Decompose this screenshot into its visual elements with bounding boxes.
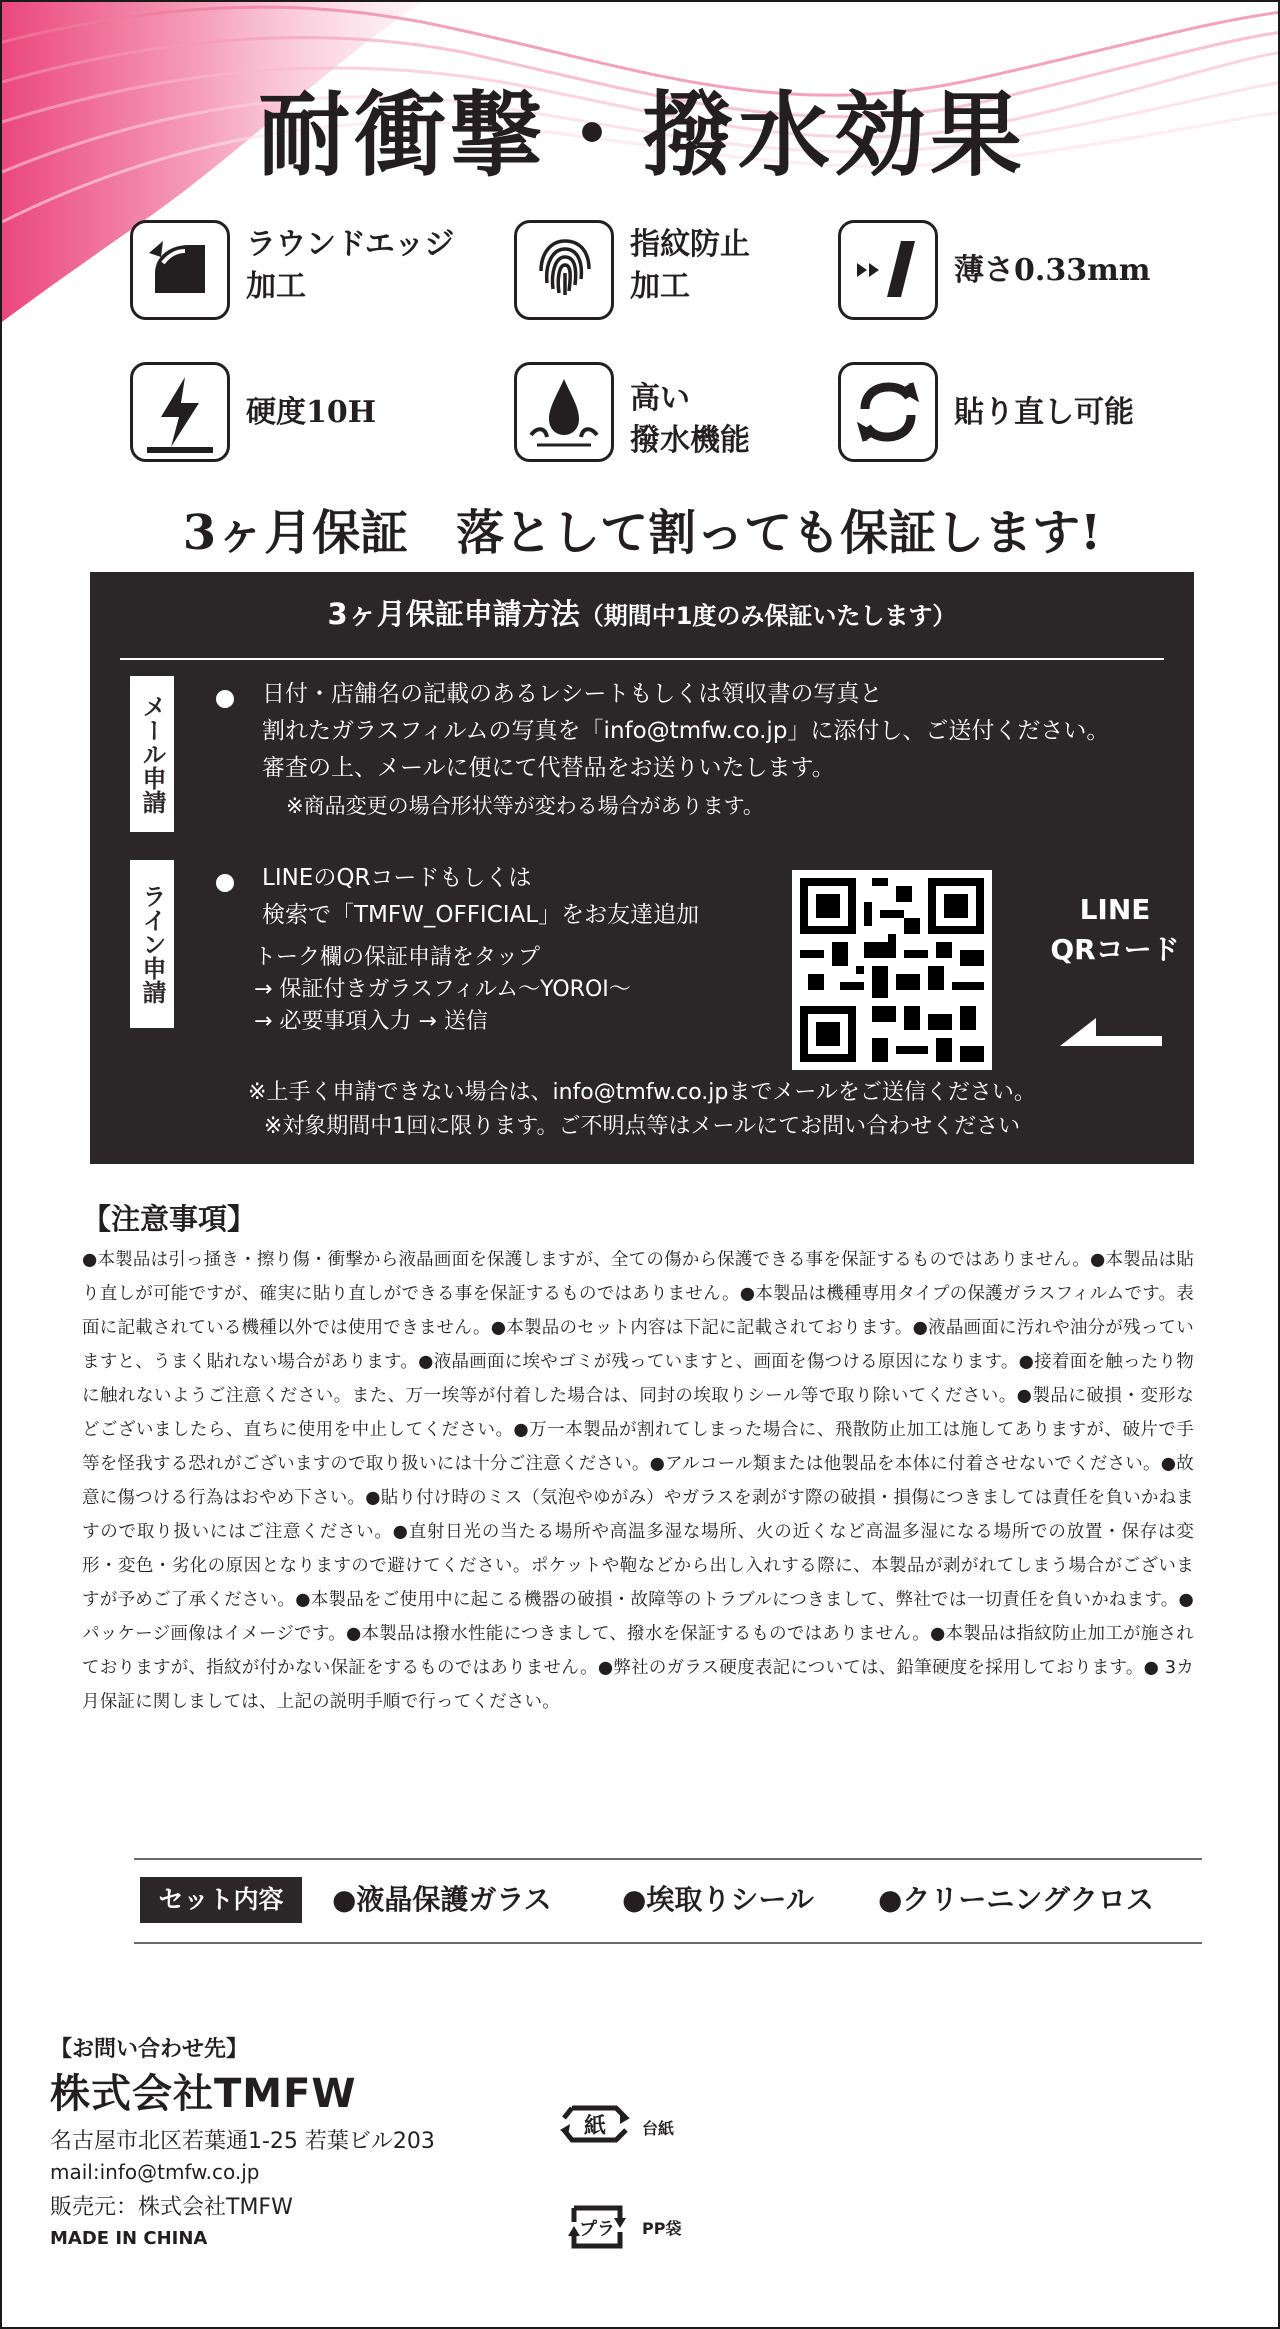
bullet-icon [216,690,234,708]
notes-body: ●本製品は引っ掻き・擦り傷・衝撃から液晶画面を保護しますが、全ての傷から保護できる事を保証するものではありません。●本製品は貼り直しが可能ですが、確実に貼り直しができる事を保証するものではありません。●本製品は機種専用タイプの保護ガラスフィルムです。表面に記載されている機種以外では使用できません。●本製品のセット内容は下記に記載されております。●液晶画面に汚れや油分が残っていますと、うまく貼れない場合があります。●液晶画面に埃やゴミが残っていますと、画面を傷つける原因になります。●接着面を触ったり物に触れないようご注意ください。また、万一埃等が付着した場合は、同封の埃取りシール等で取り除いてください。●製品に破損・変形などございましたら、直ちに使用を中止してください。●万一本製品が割れてしまった場合に、飛散防止加工は施してありますが、破片で手等を怪我する恐れがございますので取り扱いには十分ご注意ください。●アルコール類または他製品を本体に付着させないでください。●故意に傷つける行為はおやめ下さい。●貼り付け時のミス（気泡やゆがみ）やガラスを剥がす際の破損・損傷につきましては責任を負いかねますので取り扱いにはご注意ください。●直射日光の当たる場所や高温多湿な場所、火の近くなど高温多湿になる場所での放置・保存は変形・変色・劣化の原因となりますので避けてください。ポケットや鞄などから出し入れする際に、本製品が剥がれてしまう場合がございますが予めご了承ください。●本製品をご使用中に起こる機器の破損・故障等のトラブルにつきまして、弊社では一切責任を負いかねます。●パッケージ画像はイメージです。●本製品は撥水性能につきまして、撥水を保証するものではありません。●本製品は指紋防止加工が施されておりますが、指紋が付かない保証をするものではありません。●弊社のガラス硬度表記については、鉛筆硬度を採用しております。● 3カ月保証に関しましては、上記の説明手順で行ってください。 [82,1250,1194,1712]
line-application-tab: ライン申請 [130,860,174,1028]
contact-heading: 【お問い合わせ先】 [50,2037,249,2062]
paper-recycle-label: 台紙 [642,2119,675,2138]
warranty-title-note: （期間中1度のみ保証いたします） [579,602,957,630]
feature-label-water: 高い 撥水機能 [630,381,750,458]
plastic-recycle-label: PP袋 [642,2219,682,2238]
set-contents-label: セット内容 [140,1877,302,1923]
set-item-glass: ●液晶保護ガラス [332,1883,552,1916]
line-qr-code[interactable] [792,870,992,1070]
line-instructions: LINEのQRコードもしくは 検索で「TMFW_OFFICIAL」をお友達追加 [262,865,700,928]
company-address: 名古屋市北区若葉通1-25 若葉ビル203 [50,2129,435,2154]
guarantee-headline: 3ヶ月保証 落として割っても保証します! [182,505,1102,561]
line-steps: トーク欄の保証申請をタップ → 保証付きガラスフィルム～YOROI～ → 必要事項入力 → 送信 [254,945,631,1034]
feature-label-round-edge: ラウンドエッジ 加工 [246,227,455,304]
seller-name: 販売元：株式会社TMFW [50,2195,293,2220]
feature-label-hardness: 硬度10H [246,395,377,430]
paper-recycle-icon [558,2094,640,2154]
paper-recycle-mark: 紙 [583,2114,607,2139]
arrow-left-icon [1056,1012,1166,1052]
mail-instructions: 日付・店舗名の記載のあるレシートもしくは領収書の写真と 割れたガラスフィルムの写真を「info@tmfw.co.jp」に添付し、ご送付ください。 審査の上、メールに便にて代替品をお送りいたします。 [262,681,1110,781]
feature-label-thin: 薄さ0.33mm [954,253,1151,288]
line-qr-label: LINE QRコード [1050,893,1180,966]
round-edge-icon [130,220,230,320]
notes-title: 【注意事項】 [82,1202,257,1236]
mail-note: ※商品変更の場合形状等が変わる場合があります。 [286,794,764,818]
made-in: MADE IN CHINA [50,2228,208,2249]
set-item-dust-sticker: ●埃取りシール [622,1883,814,1916]
warranty-title-main: 3ヶ月保証申請方法 [327,597,580,631]
fingerprint-icon [514,220,614,320]
contact-mail: mail:info@tmfw.co.jp [50,2160,260,2184]
mail-application-tab: メール申請 [130,676,174,832]
plastic-recycle-mark: プラ [579,2219,615,2240]
divider [134,1858,1202,1860]
refresh-arrows-icon [838,362,938,462]
divider [120,658,1164,660]
warranty-footer: ※上手く申請できない場合は、info@tmfw.co.jpまでメールをご送信ください。 ※対象期間中1回に限ります。ご不明点等はメールにてお問い合わせください [248,1080,1036,1139]
lightning-hardness-icon [130,362,230,462]
plastic-recycle-icon [558,2198,640,2256]
warranty-title [90,592,1194,633]
warranty-box [90,572,1194,1164]
divider [134,1942,1202,1944]
set-item-cleaning-cloth: ●クリーニングクロス [878,1883,1154,1916]
company-name: 株式会社TMFW [50,2071,357,2117]
feature-label-fingerprint: 指紋防止 加工 [630,227,750,304]
feature-label-reapply: 貼り直し可能 [954,395,1134,430]
bullet-icon [216,874,234,892]
page-title: 耐衝撃・撥水効果 [257,81,1026,189]
thin-glass-icon [838,220,938,320]
water-drop-icon [514,362,614,462]
